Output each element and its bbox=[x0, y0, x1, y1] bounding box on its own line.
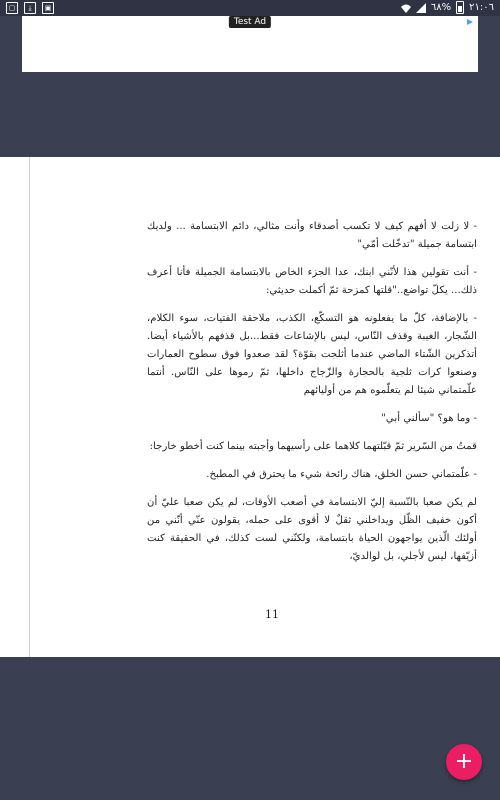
wifi-icon bbox=[401, 3, 411, 13]
paragraph: - علّمتماني حسن الخلق، هناك رائحة شيء ما يحترق في المطبخ. bbox=[206, 469, 477, 480]
paragraph: - وما هو؟ "سألني أبي" bbox=[381, 413, 477, 424]
download-icon: ⤓ bbox=[24, 2, 36, 14]
status-bar bbox=[0, 0, 500, 16]
add-button[interactable]: + bbox=[446, 744, 482, 780]
notification-icon: ▢ bbox=[6, 2, 18, 14]
paragraph: لم يكن صعبا بالنّسبة إليّ الابتسامة في أصعب الأوقات، لم يكن صعبا عليّ أن أكون خفيف الظّل ويداخلني ثقلٌ لا أقوى على حمله، يقولون عنّي أنّني من أولئك الّذين يواجهون الحياة بابتسامة، ولكنّني لست كذلك، في الحقيقة كنت أزيّفها، ليس لأجلي، بل لوالديّ، bbox=[147, 497, 477, 562]
page-left-margin bbox=[0, 157, 29, 657]
paragraph: - أنت تقولين هذا لأنّني ابنك، عدا الجزء الخاص بالابتسامة الجميلة فأنا أعرف ذلك... يكلّ تواضع.."قلتها كمزحة ثمّ أكملت حديثي: bbox=[147, 267, 477, 296]
status-right bbox=[401, 1, 494, 14]
ad-choices-icon[interactable] bbox=[466, 18, 474, 26]
battery-percent: ٦٨% bbox=[430, 2, 452, 13]
ad-label: Test Ad bbox=[229, 16, 271, 28]
image-icon: ▣ bbox=[42, 2, 54, 14]
battery-icon bbox=[456, 1, 464, 14]
ad-banner[interactable] bbox=[22, 16, 478, 72]
page-number: 11 bbox=[265, 608, 279, 621]
paragraph: - لا زلت لا أفهم كيف لا تكسب أصدقاء وأنت مثالي، دائم الابتسامة ... ولديك ابتسامة جميلة "تدخّلت أمّي" bbox=[147, 221, 477, 250]
signal-icon bbox=[416, 3, 426, 13]
document-text bbox=[147, 218, 477, 576]
paragraph: - بالإضافة، كلّ ما يفعلونه هو التسكّع، الكذب، ملاحقة الفتيات، سوء الكلام، الشّجار، الغيبة وقذف النّاس، ليس بالإشاعات فقط...بل قذفهم بالأشياء أيضا. أتذكرين الشّتاء الماضي عندما أثلجت بقوّة؟ لقد صعدوا فوق سطوح العمارات وصنعوا كرات ثلجية بالحجارة والزّجاج داخلها، ثمّ رموها على النّاس. أنتما علّمتماني شيئا لم يتعلّموه هم من أوليائهم bbox=[147, 313, 477, 396]
notification-icons bbox=[6, 2, 54, 14]
paragraph: قمتُ من السّرير ثمّ قبّلتهما كلاهما على رأسيهما وأجبته بينما كنت أخطو خارجا: bbox=[149, 441, 477, 452]
status-time: ٢١:٠٦ bbox=[469, 2, 494, 13]
